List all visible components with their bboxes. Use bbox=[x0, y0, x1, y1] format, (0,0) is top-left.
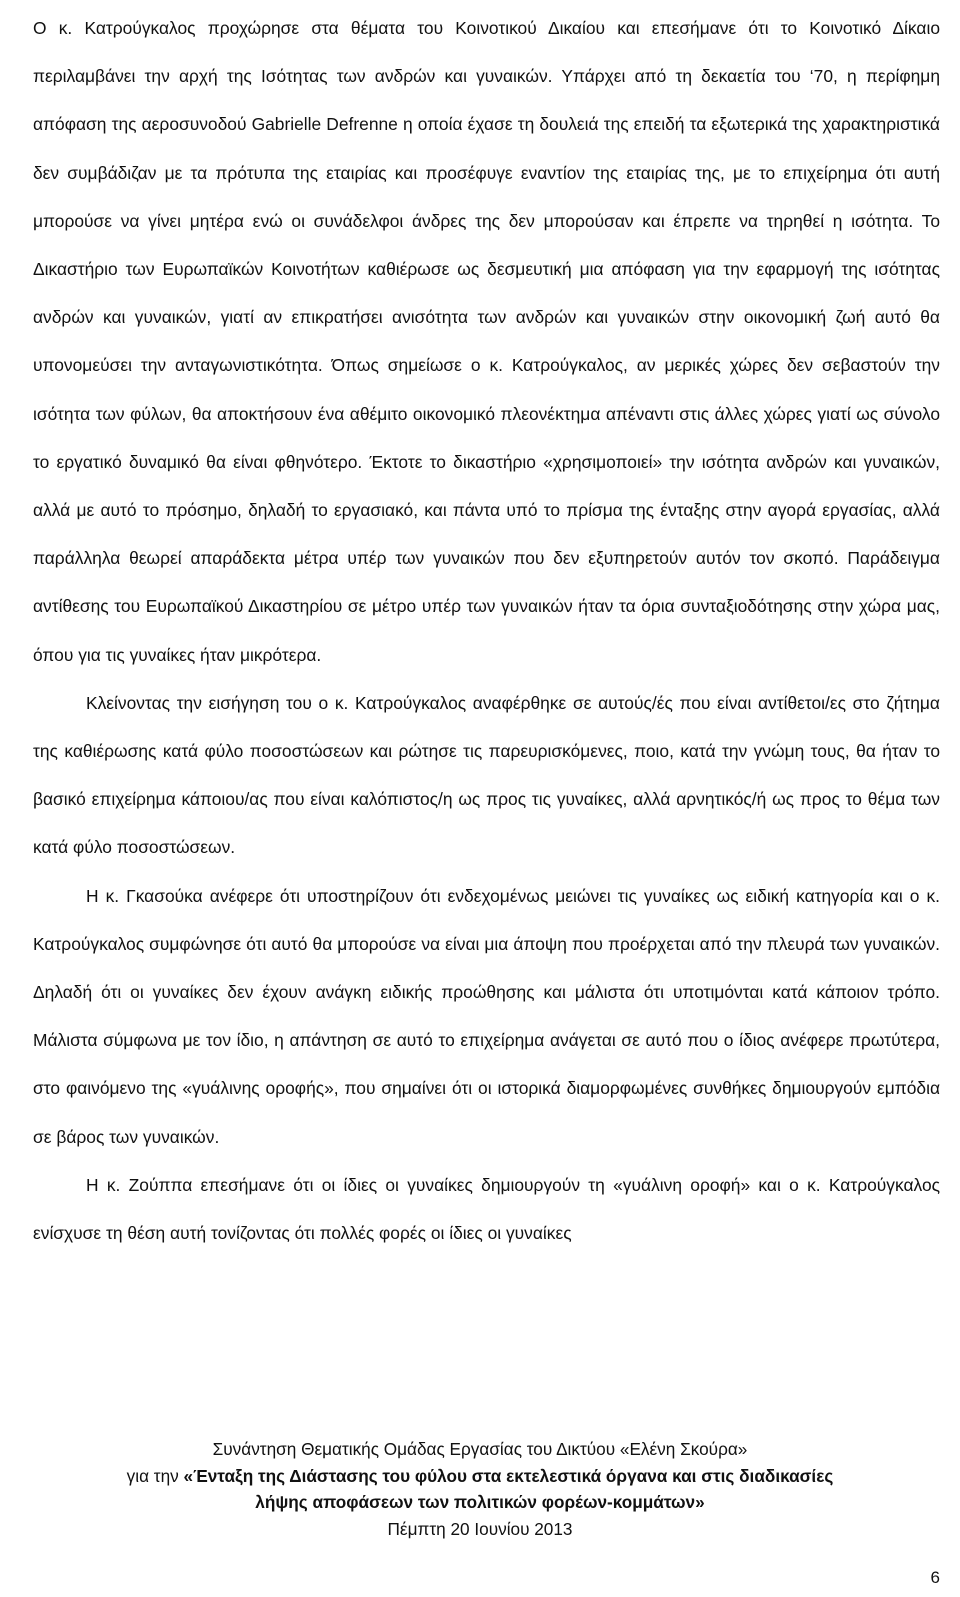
page-number: 6 bbox=[930, 1568, 940, 1587]
footer-subject-line bbox=[0, 1463, 960, 1490]
page-footer bbox=[0, 1436, 960, 1542]
document-body bbox=[33, 4, 940, 1257]
paragraph-2: Κλείνοντας την εισήγηση του ο κ. Κατρούγκαλος αναφέρθηκε σε αυτούς/ές που είναι αντίθετοι/ες στο ζήτημα της καθιέρωσης κατά φύλο ποσοστώσεων και ρώτησε τις παρευρισκόμενες, ποιο, κατά την γνώμη τους, θα ήταν το βασικό επιχείρημα κάποιου/ας που είναι καλόπιστος/η ως προς τις γυναίκες, αλλά αρνητικός/ή ως προς το θέμα των κατά φύλο ποσοστώσεων. bbox=[33, 692, 940, 858]
footer-meeting-title: Συνάντηση Θεματικής Ομάδας Εργασίας του Δικτύου «Ελένη Σκούρα» bbox=[212, 1439, 748, 1459]
footer-subject-prefix: για την bbox=[126, 1465, 184, 1486]
paragraph-3: Η κ. Γκασούκα ανέφερε ότι υποστηρίζουν ότι ενδεχομένως μειώνει τις γυναίκες ως ειδική κατηγορία και ο κ. Κατρούγκαλος συμφώνησε ότι αυτό θα μπορούσε να είναι μια άποψη που προέρχεται από την πλευρά των γυναικών. Δηλαδή ότι οι γυναίκες δεν έχουν ανάγκη ειδικής προώθησης και μάλιστα ότι υποτιμόνται κατά κάποιον τρόπο. Μάλιστα σύμφωνα με τον ίδιο, η απάντηση σε αυτό το επιχείρημα ανάγεται σε αυτό που ο ίδιος ανέφερε πρωτύτερα, στο φαινόμενο της «γυάλινης οροφής», που σημαίνει ότι οι ιστορικά διαμορφωμένες συνθήκες δημιουργούν εμπόδια σε βάρος των γυναικών. bbox=[33, 885, 940, 1147]
footer-subject-bold: «Ένταξη της Διάστασης του φύλου στα εκτελεστικά όργανα και στις διαδικασίες bbox=[183, 1465, 834, 1486]
paragraph-1: Ο κ. Κατρούγκαλος προχώρησε στα θέματα του Κοινοτικού Δικαίου και επεσήμανε ότι το Κοινοτικό Δίκαιο περιλαμβάνει την αρχή της Ισότητας των ανδρών και γυναικών. Υπάρχει από τη δεκαετία του ‘70, η περίφημη απόφαση της αεροσυνοδού Gabrielle Defrenne η οποία έχασε τη δουλειά της επειδή τα εξωτερικά της χαρακτηριστικά δεν συμβάδιζαν με τα πρότυπα της εταιρίας και προσέφυγε εναντίον της εταιρίας της, με το επιχείρημα ότι αυτή μπορούσε να γίνει μητέρα ενώ οι συνάδελφοι άνδρες της δεν μπορούσαν και έπρεπε να τηρηθεί η ισότητα. Το Δικαστήριο των Ευρωπαϊκών Κοινοτήτων καθιέρωσε ως δεσμευτική μια απόφαση για την εφαρμογή της ισότητας ανδρών και γυναικών, γιατί αν επικρατήσει ανισότητα των ανδρών και γυναικών στην οικονομική ζωή αυτό θα υπονομεύσει την ανταγωνιστικότητα. Όπως σημείωσε ο κ. Κατρούγκαλος, αν μερικές χώρες δεν σεβαστούν την ισότητα των φύλων, θα αποκτήσουν ένα αθέμιτο οικονομικό πλεονέκτημα απέναντι στις άλλες χώρες γιατί ως σύνολο το εργατικό δυναμικό θα είναι φθηνότερο. Έκτοτε το δικαστήριο «χρησιμοποιεί» την ισότητα ανδρών και γυναικών, αλλά με αυτό το πρόσημο, δηλαδή το εργασιακό, και πάντα υπό το πρίσμα της ένταξης στην αγορά εργασίας, αλλά παράλληλα θεωρεί απαράδεκτα μέτρα υπέρ των γυναικών που δεν εξυπηρετούν αυτόν τον σκοπό. Παράδειγμα αντίθεσης του Ευρωπαϊκού Δικαστηρίου σε μέτρο υπέρ των γυναικών ήταν τα όρια συνταξιοδότησης στην χώρα μας, όπου για τις γυναίκες ήταν μικρότερα. bbox=[33, 18, 940, 665]
footer-subject-continued: λήψης αποφάσεων των πολιτικών φορέων-κομμάτων» bbox=[255, 1492, 705, 1512]
footer-date: Πέμπτη 20 Ιουνίου 2013 bbox=[387, 1518, 573, 1539]
paragraph-4: Η κ. Ζούππα επεσήμανε ότι οι ίδιες οι γυναίκες δημιουργούν τη «γυάλινη οροφή» και ο κ. Κατρούγκαλος ενίσχυσε τη θέση αυτή τονίζοντας ότι πολλές φορές οι ίδιες οι γυναίκες bbox=[33, 1174, 940, 1244]
